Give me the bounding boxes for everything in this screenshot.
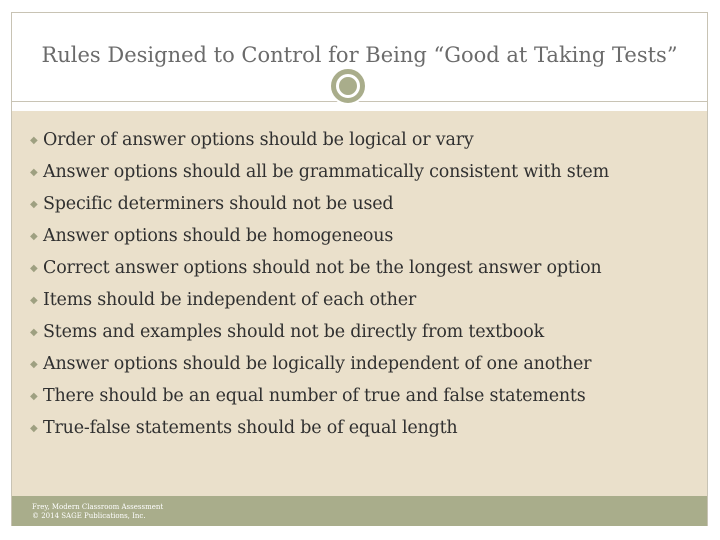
bullet-item: ◆ Answer options should be logically independent of one another bbox=[30, 348, 609, 380]
footer-line-1: Frey, Modern Classroom Assessment bbox=[32, 503, 164, 511]
bullet-icon: ◆ bbox=[30, 199, 38, 210]
bullet-item: ◆ Answer options should all be grammatically consistent with stem bbox=[30, 156, 609, 188]
slide-title: Rules Designed to Control for Being “Good at Taking Tests” bbox=[41, 43, 678, 67]
bullet-icon: ◆ bbox=[30, 391, 38, 402]
bullet-item: ◆ Items should be independent of each other bbox=[30, 284, 609, 316]
title-divider bbox=[12, 101, 707, 102]
footer-line-2: © 2014 SAGE Publications, Inc. bbox=[32, 512, 146, 520]
bullet-icon: ◆ bbox=[30, 263, 38, 274]
bullet-icon: ◆ bbox=[30, 423, 38, 434]
bullet-icon: ◆ bbox=[30, 295, 38, 306]
bullet-icon: ◆ bbox=[30, 135, 38, 146]
bullet-item: ◆ Answer options should be homogeneous bbox=[30, 220, 609, 252]
bullet-item: ◆ Order of answer options should be logical or vary bbox=[30, 124, 609, 156]
bullet-icon: ◆ bbox=[30, 359, 38, 370]
footer-citation bbox=[32, 503, 163, 521]
bullet-item: ◆ Correct answer options should not be the longest answer option bbox=[30, 252, 609, 284]
bullet-icon: ◆ bbox=[30, 167, 38, 178]
bullet-item: ◆ Stems and examples should not be directly from textbook bbox=[30, 316, 609, 348]
bullet-list bbox=[30, 124, 609, 444]
bullet-item: ◆ There should be an equal number of true and false statements bbox=[30, 380, 609, 412]
bullet-icon: ◆ bbox=[30, 231, 38, 242]
bullet-item: ◆ True-false statements should be of equal length bbox=[30, 412, 609, 444]
bullet-item: ◆ Specific determiners should not be used bbox=[30, 188, 609, 220]
ring-ornament-icon bbox=[329, 67, 367, 105]
bullet-icon: ◆ bbox=[30, 327, 38, 338]
